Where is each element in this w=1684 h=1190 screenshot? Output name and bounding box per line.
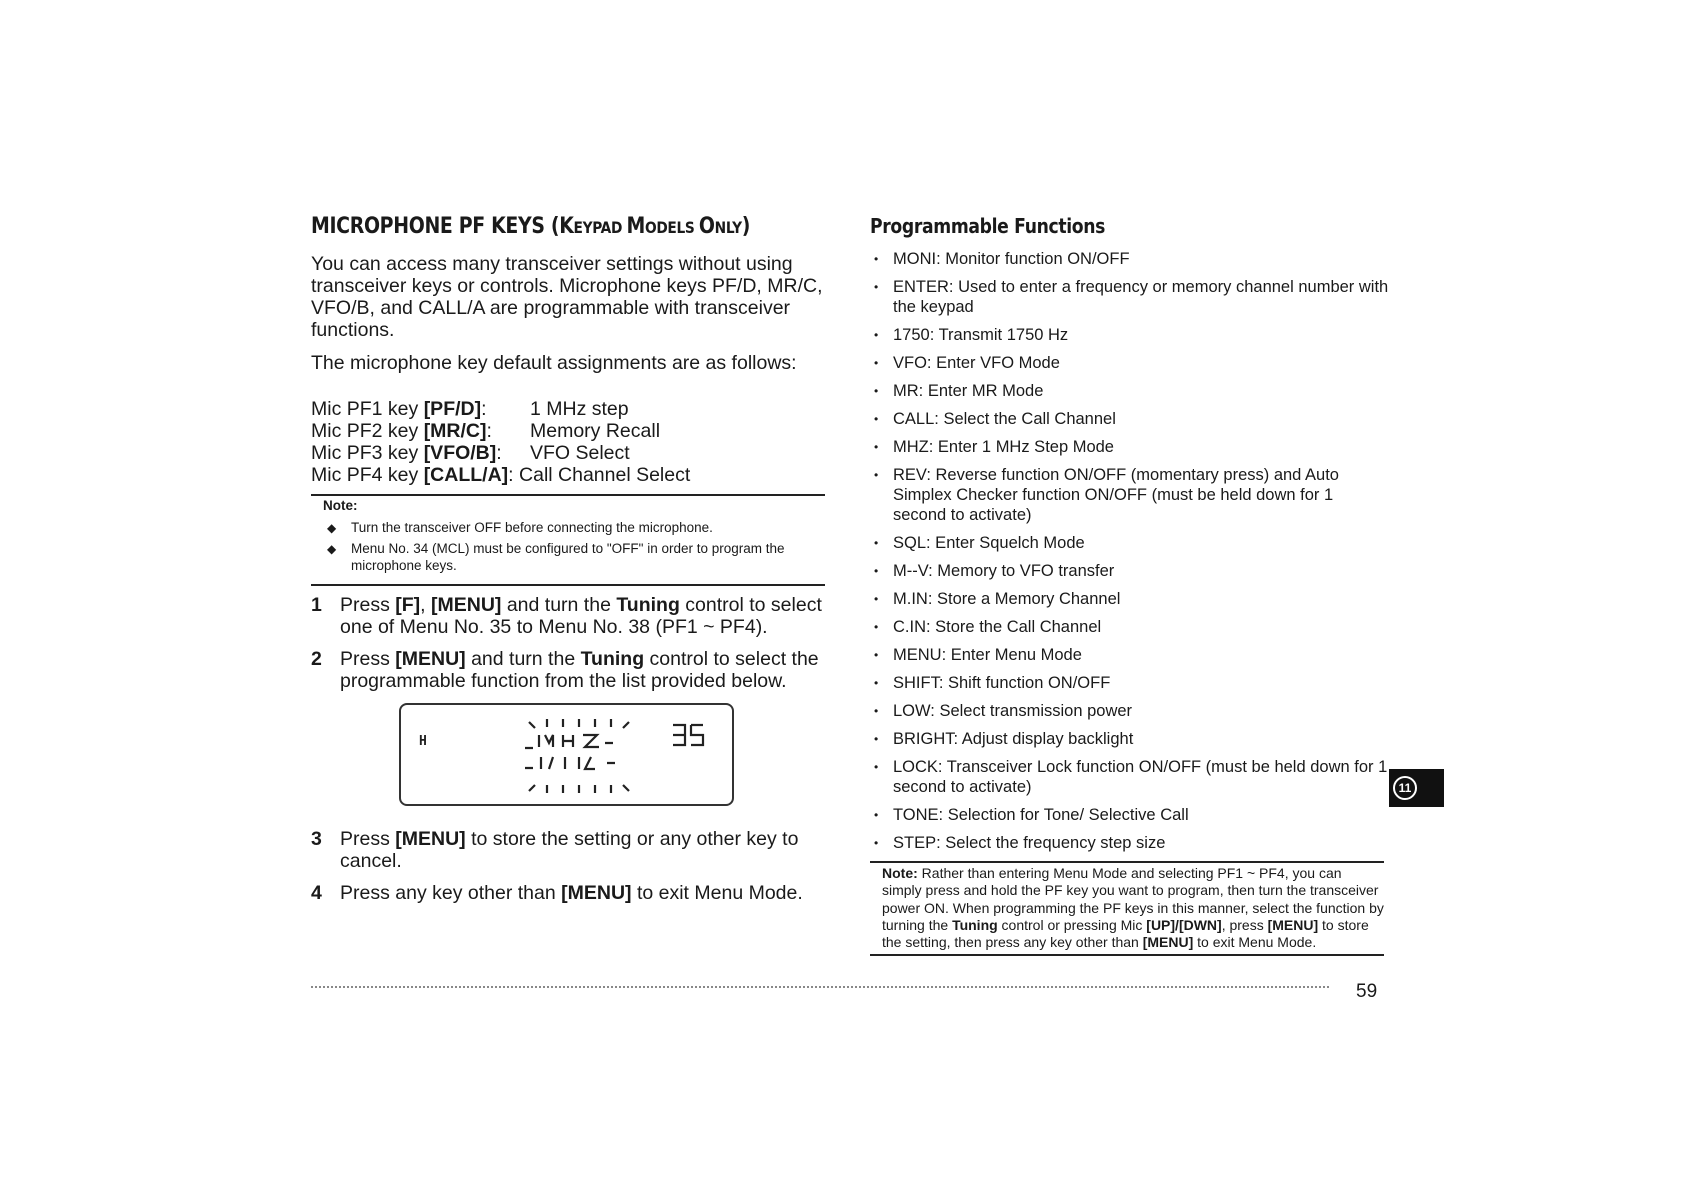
assignment-row: Mic PF2 key [MR/C]: Memory Recall [311, 420, 661, 442]
section-title: MICROPHONE PF KEYS (KEYPAD MODELS ONLY) [311, 214, 751, 239]
right-column [870, 214, 1390, 956]
chapter-number-badge: 11 [1393, 776, 1417, 800]
key-assignments [311, 398, 826, 486]
bottom-note: Note: Rather than entering Menu Mode and selecting PF1 ~ PF4, you can simply press and hold the PF key you want to program, then turn the transceiver power ON. When programming the PF keys in this manner, select the function by turning the Tuning control or pressing Mic [UP]/[DWN], press [MENU] to store the setting, then press any key other than [MENU] to exit Menu Mode. [870, 861, 1384, 956]
step-3: 3 Press [MENU] to store the setting or any other key to cancel. [311, 828, 799, 872]
list-item: • BRIGHT: Adjust display backlight [870, 729, 1390, 749]
assignment-row: Mic PF4 key [CALL/A]: Call Channel Select [311, 464, 691, 486]
list-item: • ENTER: Used to enter a frequency or memory channel number with the keypad [870, 277, 1390, 317]
list-item: • MR: Enter MR Mode [870, 381, 1390, 401]
list-item: • MHZ: Enter 1 MHz Step Mode [870, 437, 1390, 457]
left-column [311, 214, 826, 914]
list-item: • VFO: Enter VFO Mode [870, 353, 1390, 373]
list-item: • LOCK: Transceiver Lock function ON/OFF (must be held down for 1 second to activate) [870, 757, 1390, 797]
list-item: • SHIFT: Shift function ON/OFF [870, 673, 1390, 693]
list-item: • REV: Reverse function ON/OFF (momentary press) and Auto Simplex Checker function ON/OFF (must be held down for 1 second to activate) [870, 465, 1390, 525]
note-item: ◆ Turn the transceiver OFF before connecting the microphone. [327, 520, 713, 535]
page-number: 59 [1356, 981, 1378, 1002]
list-item: • M--V: Memory to VFO transfer [870, 561, 1390, 581]
list-item: • TONE: Selection for Tone/ Selective Call [870, 805, 1390, 825]
step-4: 4 Press any key other than [MENU] to exit Menu Mode. [311, 882, 803, 904]
step-1: 1 Press [F], [MENU] and turn the Tuning control to select one of Menu No. 35 to Menu No. 38 (PF1 ~ PF4). [311, 594, 822, 638]
programmable-functions-title: Programmable Functions [870, 214, 1106, 238]
note-item: ◆ Menu No. 34 (MCL) must be configured to "OFF" in order to program the microphone keys. [327, 541, 785, 573]
function-list [870, 249, 1390, 853]
assignment-row: Mic PF1 key [PF/D]: 1 MHz step [311, 398, 629, 420]
list-item: • CALL: Select the Call Channel [870, 409, 1390, 429]
list-item: • SQL: Enter Squelch Mode [870, 533, 1390, 553]
list-item: • MONI: Monitor function ON/OFF [870, 249, 1390, 269]
diamond-bullet-icon: ◆ [327, 521, 337, 535]
note-box [311, 494, 825, 586]
list-item: • LOW: Select transmission power [870, 701, 1390, 721]
list-item: • STEP: Select the frequency step size [870, 833, 1390, 853]
lcd-segment-display [525, 719, 703, 793]
footer-dotted-rule [311, 986, 1329, 988]
list-item: • MENU: Enter Menu Mode [870, 645, 1390, 665]
note-label: Note: [323, 498, 358, 513]
lcd-indicator-h: H [419, 734, 427, 749]
list-item: • C.IN: Store the Call Channel [870, 617, 1390, 637]
lcd-display-illustration [399, 703, 734, 806]
list-item: • M.IN: Store a Memory Channel [870, 589, 1390, 609]
note-label: Note: [882, 865, 918, 881]
step-2: 2 Press [MENU] and turn the Tuning control to select the programmable function from the list provided below. [311, 648, 819, 692]
list-item: • 1750: Transmit 1750 Hz [870, 325, 1390, 345]
assignment-row: Mic PF3 key [VFO/B]: VFO Select [311, 442, 630, 464]
diamond-bullet-icon: ◆ [327, 542, 337, 556]
chapter-tab [1389, 769, 1444, 807]
defaults-intro: The microphone key default assignments are as follows: [311, 352, 797, 374]
intro-paragraph: You can access many transceiver settings without using transceiver keys or controls. Microphone keys PF/D, MR/C, VFO/B, and CALL/A are programmable with transceiver functions. [311, 253, 823, 341]
